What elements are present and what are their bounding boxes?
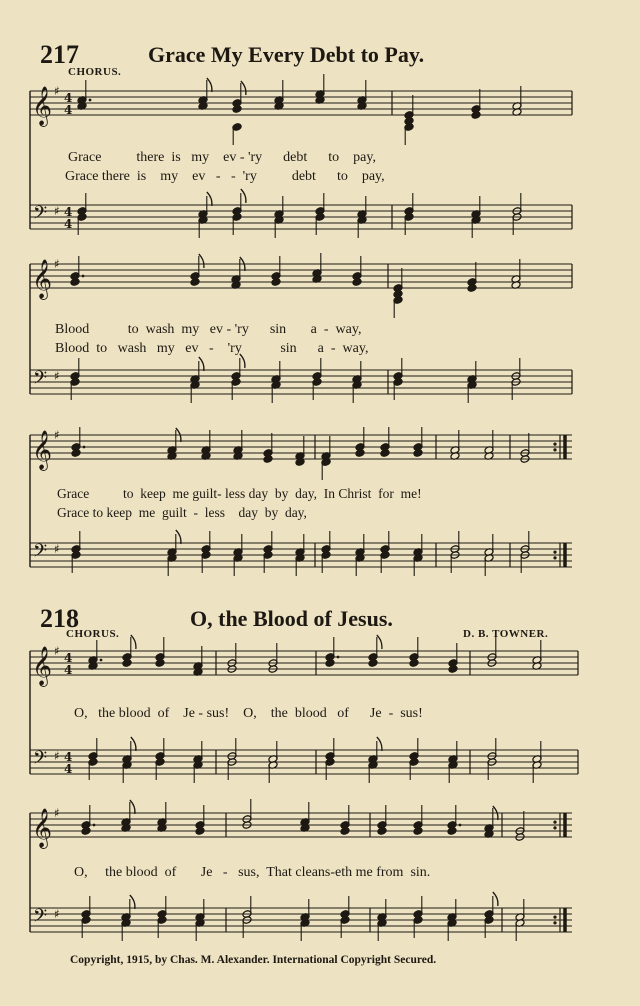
treble-clef-icon: 𝄞 bbox=[32, 86, 53, 126]
time-signature-icon: 4 bbox=[64, 651, 73, 665]
sharp-icon: ♯ bbox=[54, 907, 60, 921]
sharp-icon: ♯ bbox=[54, 369, 60, 383]
lyric-line: Grace to keep me guilt - less day by day, bbox=[57, 505, 307, 520]
repeat-dot bbox=[553, 921, 556, 924]
dot bbox=[100, 659, 103, 662]
sharp-icon: ♯ bbox=[54, 542, 60, 556]
bass-clef-icon: 𝄢 bbox=[33, 541, 48, 566]
note-flag bbox=[176, 530, 181, 544]
hymn-title-218: O, the Blood of Jesus. bbox=[190, 606, 393, 631]
bass-clef-icon: 𝄢 bbox=[33, 368, 48, 393]
note-flag bbox=[199, 357, 204, 371]
repeat-dot bbox=[553, 826, 556, 829]
repeat-dot bbox=[553, 916, 556, 919]
note-flag bbox=[241, 81, 246, 95]
bass-clef-icon: 𝄢 bbox=[33, 748, 48, 773]
time-signature-icon: 4 bbox=[64, 750, 73, 764]
lyric-line: O, the blood of Je - sus, That cleans-eth me from sin. bbox=[74, 865, 431, 880]
note-flag bbox=[207, 192, 212, 206]
note-flag bbox=[207, 78, 212, 92]
treble-clef-icon: 𝄞 bbox=[32, 430, 53, 470]
note-flag bbox=[199, 254, 204, 268]
note-flag bbox=[377, 635, 382, 649]
repeat-dot bbox=[553, 556, 556, 559]
bass-clef-icon: 𝄢 bbox=[33, 906, 48, 931]
dot bbox=[89, 99, 92, 102]
time-signature-icon: 4 bbox=[64, 762, 73, 776]
sharp-icon: ♯ bbox=[54, 84, 60, 98]
treble-clef-icon: 𝄞 bbox=[32, 808, 53, 848]
treble-clef-icon: 𝄞 bbox=[32, 259, 53, 299]
sharp-icon: ♯ bbox=[54, 806, 60, 820]
lyric-line: Grace to keep me guilt- less day by day, In Christ for me! bbox=[57, 486, 422, 501]
bass-clef-icon: 𝄢 bbox=[33, 203, 48, 228]
sharp-icon: ♯ bbox=[54, 749, 60, 763]
lyric-line: Grace there is my ev - 'ry debt to pay, bbox=[68, 150, 376, 165]
hymn-number-218: 218 bbox=[40, 604, 79, 633]
note-flag bbox=[131, 635, 136, 649]
lyric-line: Blood to wash my ev - 'ry sin a - way, bbox=[55, 341, 369, 356]
repeat-dot bbox=[553, 551, 556, 554]
dot bbox=[337, 656, 340, 659]
repeat-dot bbox=[553, 821, 556, 824]
dot bbox=[93, 824, 96, 827]
time-signature-icon: 4 bbox=[64, 103, 73, 117]
sharp-icon: ♯ bbox=[54, 257, 60, 271]
time-signature-icon: 4 bbox=[64, 663, 73, 677]
dot bbox=[83, 446, 86, 449]
chorus-label-218: CHORUS. bbox=[66, 628, 120, 640]
note-flag bbox=[241, 189, 246, 203]
time-signature-icon: 4 bbox=[64, 91, 73, 105]
note-flag bbox=[377, 737, 382, 751]
lyric-line: Blood to wash my ev - 'ry sin a - way, bbox=[55, 322, 362, 337]
lyric-line: O, the blood of Je - sus! O, the blood of Je - sus! bbox=[74, 706, 423, 721]
chorus-label-217: CHORUS. bbox=[68, 66, 122, 78]
treble-clef-icon: 𝄞 bbox=[32, 646, 53, 686]
composer-credit: D. B. TOWNER. bbox=[463, 628, 549, 640]
repeat-dot bbox=[553, 443, 556, 446]
hymn-number-217: 217 bbox=[40, 40, 79, 69]
lyric-line: Grace there is my ev - - 'ry debt to pay, bbox=[65, 169, 385, 184]
dot bbox=[459, 824, 462, 827]
note-flag bbox=[493, 892, 498, 906]
note-flag bbox=[131, 737, 136, 751]
time-signature-icon: 4 bbox=[64, 205, 73, 219]
copyright-notice: Copyright, 1915, by Chas. M. Alexander. International Copyright Secured. bbox=[70, 954, 437, 966]
dot bbox=[82, 275, 85, 278]
repeat-dot bbox=[553, 448, 556, 451]
note-flag bbox=[240, 354, 245, 368]
hymn-title-217: Grace My Every Debt to Pay. bbox=[148, 42, 425, 67]
note-flag bbox=[130, 800, 135, 814]
time-signature-icon: 4 bbox=[64, 217, 73, 231]
sharp-icon: ♯ bbox=[54, 644, 60, 658]
note-flag bbox=[130, 895, 135, 909]
sharp-icon: ♯ bbox=[54, 204, 60, 218]
sharp-icon: ♯ bbox=[54, 428, 60, 442]
